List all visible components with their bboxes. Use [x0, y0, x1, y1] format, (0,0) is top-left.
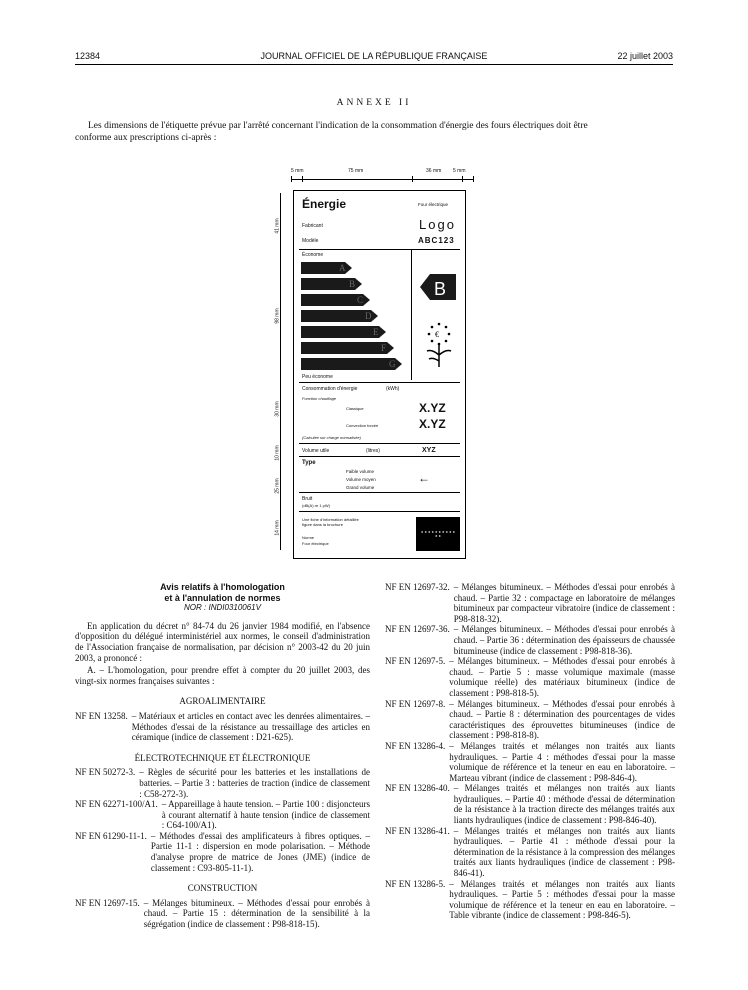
nor-reference: NOR : INDI0310061V: [184, 603, 261, 613]
label-energie-title: Énergie: [302, 197, 347, 211]
svg-text:€: €: [435, 330, 439, 339]
label-xyz-classique: X.YZ: [419, 401, 446, 415]
label-modele: Modèle: [302, 238, 319, 244]
annexe-intro-line2: conforme aux prescriptions ci-après :: [75, 133, 217, 143]
label-norme: Norme: [302, 535, 315, 540]
standard-entry: NF EN 13286-41. – Mélanges traités et mélanges non traités aux liants hydrauliques. – Partie 41 : méthode d'essai pour la détermination de la résistance à la compression des mélanges traités aux liants hydrauliques (indice de classement : P98-846-41).: [385, 825, 675, 879]
label-grand-volume: Grand volume: [346, 485, 375, 490]
label-xyz-convection: X.YZ: [419, 417, 446, 431]
label-bruit: Bruit: [302, 496, 313, 502]
label-capacite: (Calculée sur charge normalisée): [302, 435, 361, 440]
homologation-paragraph: A. – L'homologation, pour prendre effet à compter du 20 juillet 2003, des vingt-six normes françaises suivantes :: [75, 665, 370, 686]
label-bruit-unit: (dB(A) re 1 pW): [302, 503, 331, 508]
standard-entry: NF EN 13286-5. – Mélanges traités et mélanges non traités aux liants hydrauliques. – Partie 5 : méthodes d'essai pour la masse volumique de référence et la teneur en eau en laboratoire. – Table vibrante (indice de classement : P98-846-5).: [385, 878, 675, 921]
standard-entry: NF EN 12697-5. – Mélanges bitumineux. – Méthodes d'essai pour enrobés à chaud. – Partie 5 : masse volumique maximale (masse volumique réelle) des matériaux bitumineux (indice de classement : P98-818-5).: [385, 656, 675, 698]
class-letter-d: D: [365, 311, 372, 321]
rating-arrow: [418, 272, 458, 302]
standard-entry: NF EN 12697-32. – Mélanges bitumineux. – Méthodes d'essai pour enrobés à chaud. – Partie 32 : compactage en laboratoire de mélanges bitumineux par compacteur vibratoire (indice de classement : P98-818-32).: [385, 582, 675, 624]
eu-stars-icon: ★ ★ ★ ★ ★ ★ ★ ★ ★ ★ ★ ★: [420, 530, 456, 538]
label-fiche-info: Une fiche d'information détaillée figure dans la brochure: [302, 517, 359, 527]
label-convection: Convection forcée: [346, 423, 379, 428]
class-letter-e: E: [373, 327, 379, 337]
label-volume-utile: Volume utile: [302, 448, 330, 454]
label-classique: Classique: [346, 406, 364, 411]
standard-entry: NF EN 62271-100/A1. – Appareillage à haute tension. – Partie 100 : disjoncteurs à courant alternatif à haute tension (indice de classement : C64-100/A1).: [75, 799, 370, 831]
dim-5mm-right: 5 mm: [453, 168, 466, 174]
label-consommation: Consommation d'énergie: [302, 386, 358, 392]
section-agroalimentaire: AGROALIMENTAIRE: [179, 696, 266, 707]
label-xyz-volume: XYZ: [422, 447, 436, 454]
standard-entry: NF EN 13286-4. – Mélanges traités et mélanges non traités aux liants hydrauliques. – Partie 4 : méthodes d'essai pour la masse volumique de référence et la teneur en eau en laboratoire. – Marteau vibrant (indice de classement : P98-846-4).: [385, 740, 675, 783]
label-type: Type: [302, 460, 316, 466]
page-number: 12384: [75, 51, 101, 61]
standard-entry: NF EN 12697-8. – Mélanges bitumineux. – Méthodes d'essai pour enrobés à chaud. – Partie 8 : détermination des pourcentages de vides caractéristiques des éprouvettes bitumineuses (indice de classement : P98-818-8).: [385, 698, 675, 741]
label-fabricant: Fabricant: [302, 223, 323, 229]
label-volume-moyen: Volume moyen: [346, 477, 376, 482]
label-dimension-top: [272, 168, 472, 190]
section-electrotechnique: ÉLECTROTECHNIQUE ET ÉLECTRONIQUE: [134, 752, 311, 763]
annexe-intro-line1: Les dimensions de l'étiquette prévue par l'arrêté concernant l'indication de la consommation d'énergie des fours électriques doit être: [88, 121, 588, 131]
label-dimension-left: 41 mm 98 mm 30 mm 10 mm 25 mm 14 mm: [268, 193, 290, 553]
eco-flower-icon: [422, 319, 456, 369]
standard-entry: NF EN 12697-36. – Mélanges bitumineux. – Méthodes d'essai pour enrobés à chaud. – Partie 36 : détermination des épaisseurs de chaussée bitumineuse (indice de classement : P98-818-36).: [385, 624, 675, 656]
annexe-title: ANNEXE II: [336, 98, 412, 108]
avis-title-2: et à l'annulation de normes: [164, 592, 281, 603]
rating-letter: B: [434, 279, 447, 299]
label-abc123: ABC123: [418, 236, 455, 245]
label-four-electrique: Four électrique: [418, 202, 449, 207]
header-rule: [75, 64, 673, 65]
standard-entry: NF EN 50272-3. – Règles de sécurité pour les batteries et les installations de batteries. – Partie 3 : batteries de traction (indice de classement : C58-272-3).: [75, 767, 370, 799]
standard-entry: NF EN 61290-11-1. – Méthodes d'essai des amplificateurs à fibres optiques. – Partie 11-1 : dispersion en mode polarisation. – Méthode d'analyse propre de matrice de Jones (JME) (indice de classement : C93-805-11-1).: [75, 830, 370, 873]
left-column: [75, 582, 370, 930]
label-fonction-chauffage: Fonction chauffage: [302, 396, 337, 401]
issue-date: 22 juillet 2003: [617, 51, 673, 61]
energy-label: [293, 190, 466, 559]
dim-36mm: 36 mm: [426, 168, 442, 174]
right-column: [385, 582, 675, 921]
label-faible-volume: Faible volume: [346, 469, 375, 474]
section-construction: CONSTRUCTION: [187, 883, 258, 894]
standard-entry: NF EN 13258. – Matériaux et articles en contact avec les denrées alimentaires. – Méthodes d'essai de la résistance au tressaillage des articles en céramique (indice de classement : D21-625).: [75, 710, 370, 743]
label-litres: (litres): [366, 448, 380, 454]
type-arrow-icon: ←: [418, 471, 430, 485]
standard-entry: NF EN 12697-15. – Mélanges bitumineux. – Méthodes d'essai pour enrobés à chaud. – Partie 15 : détermination de la sensibilité à la ségrégation (indice de classement : P98-818-15).: [75, 897, 370, 930]
label-peu-econome: Peu économe: [302, 374, 333, 380]
journal-title: JOURNAL OFFICIEL DE LA RÉPUBLIQUE FRANÇAISE: [260, 51, 488, 61]
class-letter-a: A: [339, 263, 346, 273]
label-directive: Four électrique: [302, 541, 329, 546]
label-logo: Logo: [419, 217, 456, 232]
label-kwh: (kWh): [386, 386, 400, 392]
eu-flag: [416, 517, 460, 551]
avis-title-1: Avis relatifs à l'homologation: [160, 582, 285, 592]
class-letter-g: G: [389, 359, 396, 369]
dim-75mm: 75 mm: [348, 168, 364, 174]
class-letter-c: C: [357, 295, 364, 305]
dim-5mm-left: 5 mm: [291, 168, 304, 174]
energy-class-arrows: [301, 260, 411, 372]
class-arrow-g: [301, 358, 402, 370]
label-econome: Économe: [302, 252, 324, 258]
standard-entry: NF EN 13286-40. – Mélanges traités et mélanges non traités aux liants hydrauliques. – Partie 40 : méthode d'essai de détermination de la résistance à la traction directe des mélanges traités aux liants hydrauliques (indice de classement : P98-846-40).: [385, 783, 675, 826]
class-letter-b: B: [349, 279, 356, 289]
class-letter-f: F: [381, 343, 387, 353]
intro-paragraph: En application du décret n° 84-74 du 26 janvier 1984 modifié, en l'absence d'opposition du délégué interministériel aux normes, le conseil d'administration de l'Association française de normalisation, par décision n° 2003-42 du 20 juin 2003, a prononcé :: [75, 620, 370, 663]
